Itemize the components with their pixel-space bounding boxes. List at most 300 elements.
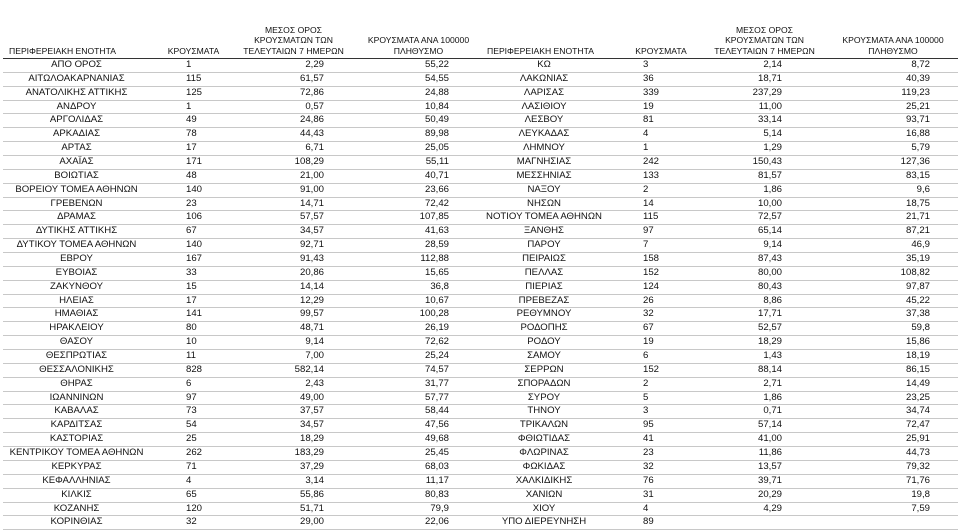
avg-7-days-cell: 20,86 [231, 266, 356, 280]
table-row [3, 183, 481, 197]
region-cell: ΛΑΣΙΘΙΟΥ [481, 100, 621, 114]
avg-7-days-cell: 91,43 [231, 253, 356, 267]
region-cell: ΚΕΡΚΥΡΑΣ [3, 460, 156, 474]
per-100k-cell: 55,22 [356, 59, 481, 73]
avg-7-days-cell: 0,57 [231, 100, 356, 114]
table-row [481, 433, 958, 447]
avg-7-days-cell: 183,29 [231, 447, 356, 461]
table-row [481, 100, 958, 114]
header-avg-line-2: ΚΡΟΥΣΜΑΤΩΝ ΤΩΝ [254, 35, 333, 45]
per-100k-cell: 87,21 [828, 225, 958, 239]
cases-cell: 1 [621, 142, 701, 156]
header-per-100k [828, 14, 958, 59]
table-row [3, 128, 481, 142]
region-cell: ΣΕΡΡΩΝ [481, 363, 621, 377]
cases-cell: 152 [621, 266, 701, 280]
header-avg-7-days [231, 14, 356, 59]
avg-7-days-cell: 11,86 [701, 447, 828, 461]
per-100k-cell: 5,79 [828, 142, 958, 156]
per-100k-cell: 22,06 [356, 516, 481, 530]
cases-cell: 97 [621, 225, 701, 239]
avg-7-days-cell: 13,57 [701, 460, 828, 474]
avg-7-days-cell: 39,71 [701, 474, 828, 488]
per-100k-cell: 25,91 [828, 433, 958, 447]
cases-cell: 97 [156, 391, 231, 405]
region-cell: ΗΛΕΙΑΣ [3, 294, 156, 308]
cases-cell: 19 [621, 100, 701, 114]
header-cases: ΚΡΟΥΣΜΑΤΑ [167, 45, 220, 56]
per-100k-cell: 28,59 [356, 239, 481, 253]
region-cell: ΓΡΕΒΕΝΩΝ [3, 197, 156, 211]
cases-cell: 5 [621, 391, 701, 405]
table-row [3, 280, 481, 294]
region-cell: ΑΠΟ ΟΡΟΣ [3, 59, 156, 73]
table-row [481, 488, 958, 502]
table-row [3, 253, 481, 267]
cases-cell: 2 [621, 183, 701, 197]
header-cases: ΚΡΟΥΣΜΑΤΑ [635, 45, 687, 56]
region-cell: ΛΕΣΒΟΥ [481, 114, 621, 128]
table-row [3, 447, 481, 461]
per-100k-cell: 45,22 [828, 294, 958, 308]
per-100k-cell: 37,38 [828, 308, 958, 322]
table-row [3, 433, 481, 447]
region-cell: ΑΝΔΡΟΥ [3, 100, 156, 114]
region-cell: ΑΙΤΩΛΟΑΚΑΡΝΑΝΙΑΣ [3, 72, 156, 86]
table-row [3, 86, 481, 100]
region-cell: ΚΕΦΑΛΛΗΝΙΑΣ [3, 474, 156, 488]
table-row [481, 183, 958, 197]
cases-cell: 10 [156, 336, 231, 350]
cases-cell: 242 [621, 156, 701, 170]
per-100k-cell: 89,98 [356, 128, 481, 142]
per-100k-cell: 57,77 [356, 391, 481, 405]
table-row [3, 460, 481, 474]
cases-cell: 115 [621, 211, 701, 225]
region-cell: ΝΟΤΙΟΥ ΤΟΜΕΑ ΑΘΗΝΩΝ [481, 211, 621, 225]
per-100k-cell: 25,45 [356, 447, 481, 461]
per-100k-cell: 44,73 [828, 447, 958, 461]
table-row [481, 169, 958, 183]
per-100k-cell: 25,21 [828, 100, 958, 114]
per-100k-cell: 83,15 [828, 169, 958, 183]
table-row [481, 447, 958, 461]
cases-cell: 19 [621, 336, 701, 350]
region-cell: ΚΟΖΑΝΗΣ [3, 502, 156, 516]
region-cell: ΘΕΣΠΡΩΤΙΑΣ [3, 350, 156, 364]
cases-cell: 26 [621, 294, 701, 308]
cases-cell: 2 [621, 377, 701, 391]
avg-7-days-cell: 1,86 [701, 391, 828, 405]
cases-cell: 76 [621, 474, 701, 488]
per-100k-cell: 46,9 [828, 239, 958, 253]
cases-cell: 23 [156, 197, 231, 211]
avg-7-days-cell: 41,00 [701, 433, 828, 447]
cases-cell: 158 [621, 253, 701, 267]
avg-7-days-cell: 11,00 [701, 100, 828, 114]
per-100k-cell: 68,03 [356, 460, 481, 474]
cases-cell: 262 [156, 447, 231, 461]
per-100k-cell: 119,23 [828, 86, 958, 100]
cases-cell: 67 [621, 322, 701, 336]
cases-cell: 4 [156, 474, 231, 488]
cases-cell: 80 [156, 322, 231, 336]
table-row [481, 336, 958, 350]
table-row [3, 211, 481, 225]
per-100k-cell: 10,67 [356, 294, 481, 308]
cases-cell: 15 [156, 280, 231, 294]
per-100k-cell: 16,88 [828, 128, 958, 142]
avg-7-days-cell: 52,57 [701, 322, 828, 336]
table-row [3, 363, 481, 377]
per-100k-cell: 25,24 [356, 350, 481, 364]
cases-cell: 73 [156, 405, 231, 419]
region-cell: ΧΑΝΙΩΝ [481, 488, 621, 502]
table-row [481, 225, 958, 239]
avg-7-days-cell: 14,14 [231, 280, 356, 294]
avg-7-days-cell: 55,86 [231, 488, 356, 502]
cases-cell: 32 [621, 460, 701, 474]
region-cell: ΖΑΚΥΝΘΟΥ [3, 280, 156, 294]
per-100k-cell: 127,36 [828, 156, 958, 170]
region-cell: ΠΕΙΡΑΙΩΣ [481, 253, 621, 267]
per-100k-cell: 86,15 [828, 363, 958, 377]
per-100k-cell: 59,8 [828, 322, 958, 336]
per-100k-cell: 47,56 [356, 419, 481, 433]
cases-cell: 11 [156, 350, 231, 364]
per-100k-cell: 8,72 [828, 59, 958, 73]
per-100k-cell: 40,39 [828, 72, 958, 86]
region-cell: ΦΛΩΡΙΝΑΣ [481, 447, 621, 461]
region-cell: ΚΩ [481, 59, 621, 73]
avg-7-days-cell: 18,29 [231, 433, 356, 447]
per-100k-cell: 100,28 [356, 308, 481, 322]
table-row [3, 294, 481, 308]
per-100k-cell: 72,42 [356, 197, 481, 211]
table-row [481, 405, 958, 419]
header-region: ΠΕΡΙΦΕΡΕΙΑΚΗ ΕΝΟΤΗΤΑ [9, 45, 116, 56]
table-row [3, 239, 481, 253]
per-100k-cell: 58,44 [356, 405, 481, 419]
cases-cell: 124 [621, 280, 701, 294]
avg-7-days-cell: 17,71 [701, 308, 828, 322]
avg-7-days-cell: 57,57 [231, 211, 356, 225]
cases-cell: 4 [621, 128, 701, 142]
header-avg-7-days [701, 14, 828, 59]
avg-7-days-cell: 33,14 [701, 114, 828, 128]
table-row [481, 280, 958, 294]
table-row [3, 156, 481, 170]
table-header-row [3, 14, 481, 59]
avg-7-days-cell: 57,14 [701, 419, 828, 433]
table-row [481, 142, 958, 156]
cases-cell: 89 [621, 516, 701, 530]
region-cell: ΛΕΥΚΑΔΑΣ [481, 128, 621, 142]
avg-7-days-cell: 65,14 [701, 225, 828, 239]
cases-cell: 33 [156, 266, 231, 280]
cases-cell: 7 [621, 239, 701, 253]
header-region: ΠΕΡΙΦΕΡΕΙΑΚΗ ΕΝΟΤΗΤΑ [487, 45, 594, 56]
region-cell: ΛΑΡΙΣΑΣ [481, 86, 621, 100]
avg-7-days-cell: 4,29 [701, 502, 828, 516]
header-avg-line-1: ΜΕΣΟΣ ΟΡΟΣ [735, 24, 793, 35]
avg-7-days-cell: 0,71 [701, 405, 828, 419]
per-100k-cell: 15,65 [356, 266, 481, 280]
region-cell: ΚΕΝΤΡΙΚΟΥ ΤΟΜΕΑ ΑΘΗΝΩΝ [3, 447, 156, 461]
region-cell: ΚΑΒΑΛΑΣ [3, 405, 156, 419]
per-100k-cell: 24,88 [356, 86, 481, 100]
per-100k-cell: 55,11 [356, 156, 481, 170]
table-row [481, 377, 958, 391]
header-avg-line-3: ΤΕΛΕΥΤΑΙΩΝ 7 ΗΜΕΡΩΝ [243, 45, 344, 56]
table-row [3, 322, 481, 336]
avg-7-days-cell: 21,00 [231, 169, 356, 183]
per-100k-cell: 36,8 [356, 280, 481, 294]
region-cell: ΚΑΣΤΟΡΙΑΣ [3, 433, 156, 447]
per-100k-cell: 14,49 [828, 377, 958, 391]
per-100k-cell: 79,32 [828, 460, 958, 474]
avg-7-days-cell: 9,14 [231, 336, 356, 350]
region-cell: ΣΠΟΡΑΔΩΝ [481, 377, 621, 391]
per-100k-cell: 7,59 [828, 502, 958, 516]
cases-cell: 140 [156, 239, 231, 253]
region-cell: ΣΑΜΟΥ [481, 350, 621, 364]
region-cell: ΦΩΚΙΔΑΣ [481, 460, 621, 474]
avg-7-days-cell: 92,71 [231, 239, 356, 253]
region-cell: ΣΥΡΟΥ [481, 391, 621, 405]
avg-7-days-cell: 34,57 [231, 225, 356, 239]
cases-cell: 115 [156, 72, 231, 86]
table-row [481, 253, 958, 267]
per-100k-cell: 74,57 [356, 363, 481, 377]
table-row [481, 86, 958, 100]
cases-cell: 1 [156, 59, 231, 73]
cases-cell: 4 [621, 502, 701, 516]
avg-7-days-cell: 237,29 [701, 86, 828, 100]
cases-cell: 23 [621, 447, 701, 461]
cases-table-right [481, 14, 958, 530]
region-cell: ΠΙΕΡΙΑΣ [481, 280, 621, 294]
per-100k-cell: 107,85 [356, 211, 481, 225]
table-row [3, 405, 481, 419]
table-row [3, 350, 481, 364]
avg-7-days-cell: 80,43 [701, 280, 828, 294]
region-cell: ΑΡΓΟΛΙΔΑΣ [3, 114, 156, 128]
header-per-100k [356, 14, 481, 59]
table-row [3, 419, 481, 433]
cases-cell: 71 [156, 460, 231, 474]
table-row [481, 128, 958, 142]
cases-cell: 41 [621, 433, 701, 447]
header-per100k-line-2: ΠΛΗΘΥΣΜΟ [393, 45, 444, 56]
avg-7-days-cell: 150,43 [701, 156, 828, 170]
per-100k-cell: 72,47 [828, 419, 958, 433]
region-cell: ΛΑΚΩΝΙΑΣ [481, 72, 621, 86]
region-cell: ΒΟΡΕΙΟΥ ΤΟΜΕΑ ΑΘΗΝΩΝ [3, 183, 156, 197]
per-100k-cell: 9,6 [828, 183, 958, 197]
cases-cell: 25 [156, 433, 231, 447]
avg-7-days-cell: 9,14 [701, 239, 828, 253]
per-100k-cell: 35,19 [828, 253, 958, 267]
region-cell: ΔΡΑΜΑΣ [3, 211, 156, 225]
cases-cell: 65 [156, 488, 231, 502]
cases-cell: 95 [621, 419, 701, 433]
per-100k-cell: 11,17 [356, 474, 481, 488]
avg-7-days-cell: 2,29 [231, 59, 356, 73]
region-cell: ΘΗΡΑΣ [3, 377, 156, 391]
table-row [481, 502, 958, 516]
cases-cell: 36 [621, 72, 701, 86]
per-100k-cell: 15,86 [828, 336, 958, 350]
per-100k-cell: 18,75 [828, 197, 958, 211]
cases-cell: 17 [156, 294, 231, 308]
per-100k-cell: 97,87 [828, 280, 958, 294]
avg-7-days-cell: 34,57 [231, 419, 356, 433]
cases-cell: 32 [621, 308, 701, 322]
cases-cell: 31 [621, 488, 701, 502]
cases-cell: 49 [156, 114, 231, 128]
per-100k-cell: 71,76 [828, 474, 958, 488]
cases-cell: 167 [156, 253, 231, 267]
region-cell: ΚΙΛΚΙΣ [3, 488, 156, 502]
table-row [481, 474, 958, 488]
per-100k-cell: 72,62 [356, 336, 481, 350]
table-row [481, 308, 958, 322]
cases-cell: 17 [156, 142, 231, 156]
avg-7-days-cell: 48,71 [231, 322, 356, 336]
avg-7-days-cell: 99,57 [231, 308, 356, 322]
table-row [3, 59, 481, 73]
table-row [3, 391, 481, 405]
per-100k-cell: 21,71 [828, 211, 958, 225]
per-100k-cell: 19,8 [828, 488, 958, 502]
region-cell: ΦΘΙΩΤΙΔΑΣ [481, 433, 621, 447]
cases-cell: 54 [156, 419, 231, 433]
table-row [3, 266, 481, 280]
table-row [3, 169, 481, 183]
per-100k-cell: 41,63 [356, 225, 481, 239]
region-cell: ΠΡΕΒΕΖΑΣ [481, 294, 621, 308]
region-cell: ΑΡΤΑΣ [3, 142, 156, 156]
avg-7-days-cell: 1,29 [701, 142, 828, 156]
region-cell: ΚΟΡΙΝΘΙΑΣ [3, 516, 156, 530]
table-row [3, 114, 481, 128]
table-row [3, 474, 481, 488]
header-avg-line-1: ΜΕΣΟΣ ΟΡΟΣ [264, 24, 322, 35]
cases-cell: 1 [156, 100, 231, 114]
avg-7-days-cell: 44,43 [231, 128, 356, 142]
region-cell: ΗΡΑΚΛΕΙΟΥ [3, 322, 156, 336]
region-cell: ΠΕΛΛΑΣ [481, 266, 621, 280]
per-100k-cell: 31,77 [356, 377, 481, 391]
cases-cell: 133 [621, 169, 701, 183]
avg-7-days-cell: 72,86 [231, 86, 356, 100]
table-body-right [481, 59, 958, 530]
avg-7-days-cell: 29,00 [231, 516, 356, 530]
cases-cell: 141 [156, 308, 231, 322]
avg-7-days-cell: 81,57 [701, 169, 828, 183]
region-cell: ΑΧΑΪΑΣ [3, 156, 156, 170]
avg-7-days-cell: 18,29 [701, 336, 828, 350]
region-cell: ΘΕΣΣΑΛΟΝΙΚΗΣ [3, 363, 156, 377]
region-cell: ΙΩΑΝΝΙΝΩΝ [3, 391, 156, 405]
per-100k-cell: 79,9 [356, 502, 481, 516]
table-row [481, 197, 958, 211]
avg-7-days-cell: 37,57 [231, 405, 356, 419]
region-cell: ΠΑΡΟΥ [481, 239, 621, 253]
avg-7-days-cell: 18,71 [701, 72, 828, 86]
cases-cell: 78 [156, 128, 231, 142]
cases-cell: 6 [156, 377, 231, 391]
table-header-row [481, 14, 958, 59]
table-row [3, 72, 481, 86]
region-cell: ΒΟΙΩΤΙΑΣ [3, 169, 156, 183]
avg-7-days-cell: 5,14 [701, 128, 828, 142]
avg-7-days-cell: 88,14 [701, 363, 828, 377]
avg-7-days-cell: 7,00 [231, 350, 356, 364]
cases-cell: 32 [156, 516, 231, 530]
avg-7-days-cell: 2,14 [701, 59, 828, 73]
table-row [3, 377, 481, 391]
avg-7-days-cell: 49,00 [231, 391, 356, 405]
per-100k-cell: 93,71 [828, 114, 958, 128]
region-cell: ΡΟΔΟΠΗΣ [481, 322, 621, 336]
avg-7-days-cell: 20,29 [701, 488, 828, 502]
header-per100k-line-2: ΠΛΗΘΥΣΜΟ [868, 45, 918, 56]
per-100k-cell: 80,83 [356, 488, 481, 502]
cases-cell: 120 [156, 502, 231, 516]
cases-cell: 6 [621, 350, 701, 364]
region-cell: ΞΑΝΘΗΣ [481, 225, 621, 239]
avg-7-days-cell: 51,71 [231, 502, 356, 516]
per-100k-cell: 10,84 [356, 100, 481, 114]
region-cell: ΝΗΣΩΝ [481, 197, 621, 211]
header-per100k-line-1: ΚΡΟΥΣΜΑΤΑ ΑΝΑ 100000 [367, 35, 470, 45]
region-cell: ΤΗΝΟΥ [481, 405, 621, 419]
avg-7-days-cell: 24,86 [231, 114, 356, 128]
cases-cell: 81 [621, 114, 701, 128]
cases-cell: 3 [621, 59, 701, 73]
cases-table-left [3, 14, 481, 530]
table-row [3, 308, 481, 322]
cases-cell: 67 [156, 225, 231, 239]
per-100k-cell: 23,66 [356, 183, 481, 197]
region-cell: ΑΡΚΑΔΙΑΣ [3, 128, 156, 142]
header-per100k-line-1: ΚΡΟΥΣΜΑΤΑ ΑΝΑ 100000 [842, 35, 944, 45]
table-row [481, 391, 958, 405]
cases-cell: 48 [156, 169, 231, 183]
table-row [481, 239, 958, 253]
table-row [481, 211, 958, 225]
table-row [3, 488, 481, 502]
table-row [3, 225, 481, 239]
table-row [481, 156, 958, 170]
region-cell: ΔΥΤΙΚΟΥ ΤΟΜΕΑ ΑΘΗΝΩΝ [3, 239, 156, 253]
cases-cell: 125 [156, 86, 231, 100]
per-100k-cell: 34,74 [828, 405, 958, 419]
per-100k-cell: 23,25 [828, 391, 958, 405]
cases-cell: 106 [156, 211, 231, 225]
avg-7-days-cell: 61,57 [231, 72, 356, 86]
avg-7-days-cell: 14,71 [231, 197, 356, 211]
avg-7-days-cell: 91,00 [231, 183, 356, 197]
region-cell: ΡΕΘΥΜΝΟΥ [481, 308, 621, 322]
region-cell: ΚΑΡΔΙΤΣΑΣ [3, 419, 156, 433]
table-row [481, 322, 958, 336]
cases-cell: 14 [621, 197, 701, 211]
avg-7-days-cell: 80,00 [701, 266, 828, 280]
region-cell: ΔΥΤΙΚΗΣ ΑΤΤΙΚΗΣ [3, 225, 156, 239]
